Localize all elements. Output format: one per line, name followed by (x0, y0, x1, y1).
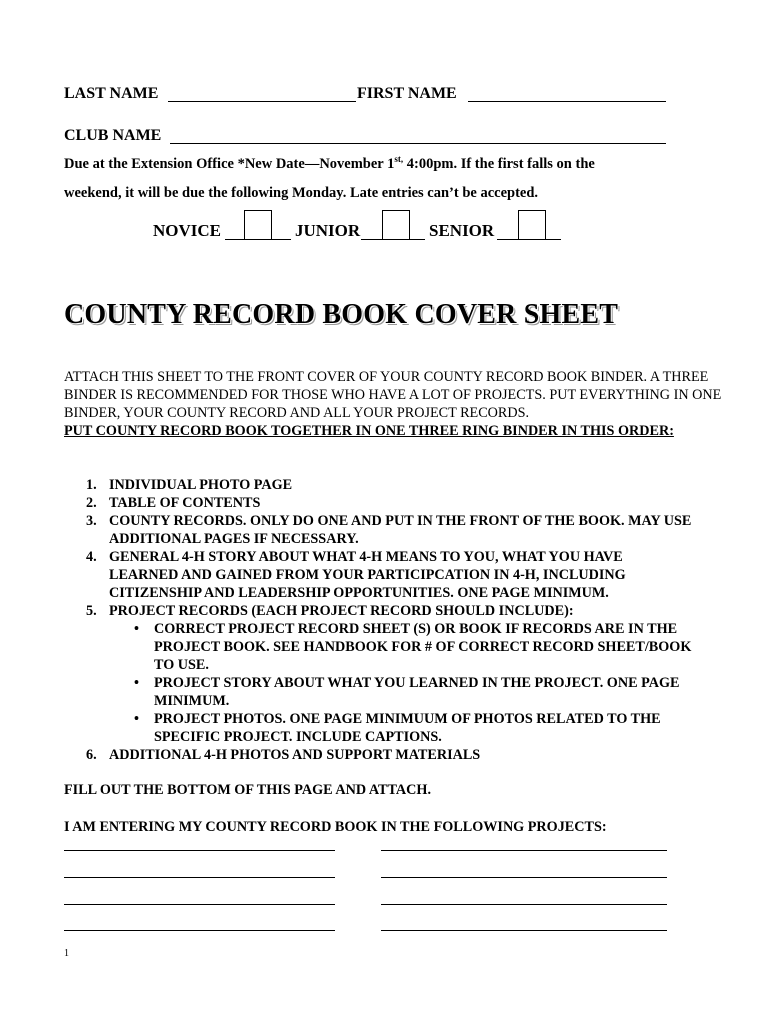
club-name-field[interactable] (170, 143, 666, 144)
project-entry-line[interactable] (381, 850, 667, 851)
fill-out-instruction: FILL OUT THE BOTTOM OF THIS PAGE AND ATTACH. (64, 782, 431, 798)
sub-list-item: • PROJECT STORY ABOUT WHAT YOU LEARNED IN THE PROJECT. ONE PAGE MINIMUM. (134, 675, 680, 709)
project-entry-line[interactable] (64, 904, 335, 905)
project-entry-line[interactable] (64, 877, 335, 878)
first-name-field[interactable] (468, 101, 666, 102)
instructions-block (64, 368, 724, 440)
order-list (64, 476, 724, 764)
due-date-line-2: weekend, it will be due the following Monday. Late entries can’t be accepted. (64, 185, 539, 201)
project-entry-line[interactable] (64, 930, 335, 931)
novice-checkbox[interactable] (244, 210, 272, 240)
senior-checkbox[interactable] (518, 210, 546, 240)
instructions-paragraph: ATTACH THIS SHEET TO THE FRONT COVER OF YOUR COUNTY RECORD BOOK BINDER. A THREE BINDER IS RECOMMENDED FOR THOSE WHO HAVE A LOT OF PROJECTS. PUT EVERYTHING IN ONE BINDER, YOUR COUNTY RECORD AND ALL YOUR PROJECT RECORDS. (64, 369, 722, 421)
first-name-label: FIRST NAME (357, 85, 457, 102)
list-item: 3. COUNTY RECORDS. ONLY DO ONE AND PUT IN THE FRONT OF THE BOOK. MAY USE ADDITIONAL PAGES IF NECESSARY. (86, 513, 692, 547)
project-entry-line[interactable] (64, 850, 335, 851)
project-entry-line[interactable] (381, 877, 667, 878)
list-item: 5. PROJECT RECORDS (EACH PROJECT RECORD SHOULD INCLUDE): (86, 603, 574, 619)
junior-checkbox[interactable] (382, 210, 410, 240)
list-item: 1. INDIVIDUAL PHOTO PAGE (86, 477, 293, 493)
order-heading: PUT COUNTY RECORD BOOK TOGETHER IN ONE THREE RING BINDER IN THIS ORDER: (64, 423, 674, 439)
novice-label: NOVICE (153, 221, 222, 240)
project-entry-line[interactable] (381, 930, 667, 931)
club-name-label: CLUB NAME (64, 127, 162, 144)
last-name-field[interactable] (168, 101, 356, 102)
list-item: 4. GENERAL 4-H STORY ABOUT WHAT 4-H MEANS TO YOU, WHAT YOU HAVE LEARNED AND GAINED FROM YOUR PARTICIPCATION IN 4-H, INCLUDING CITIZENSHIP AND LEADERSHIP OPPORTUNITIES. ONE PAGE MINIMUM. (86, 549, 626, 601)
list-item: 6. ADDITIONAL 4-H PHOTOS AND SUPPORT MATERIALS (86, 747, 481, 763)
due-date-line-1: Due at the Extension Office *New Date—November $1^{st,}$ 4:00pm. If the first falls on the (64, 154, 595, 172)
entering-projects-instruction: I AM ENTERING MY COUNTY RECORD BOOK IN THE FOLLOWING PROJECTS: (64, 819, 607, 835)
junior-label: JUNIOR (295, 221, 361, 240)
project-entry-line[interactable] (381, 904, 667, 905)
page-title: COUNTY RECORD BOOK COVER SHEET (64, 299, 619, 330)
list-item: 2. TABLE OF CONTENTS (86, 495, 261, 511)
last-name-label: LAST NAME (64, 85, 159, 102)
sub-list-item: • CORRECT PROJECT RECORD SHEET (S) OR BOOK IF RECORDS ARE IN THE PROJECT BOOK. SEE HANDBOOK FOR # OF CORRECT RECORD SHEET/BOOK TO USE. (134, 621, 692, 673)
senior-label: SENIOR (429, 221, 495, 240)
page-number: 1 (64, 948, 69, 959)
sub-list-item: • PROJECT PHOTOS. ONE PAGE MINIMUUM OF PHOTOS RELATED TO THE SPECIFIC PROJECT. INCLUDE CAPTIONS. (134, 711, 661, 745)
